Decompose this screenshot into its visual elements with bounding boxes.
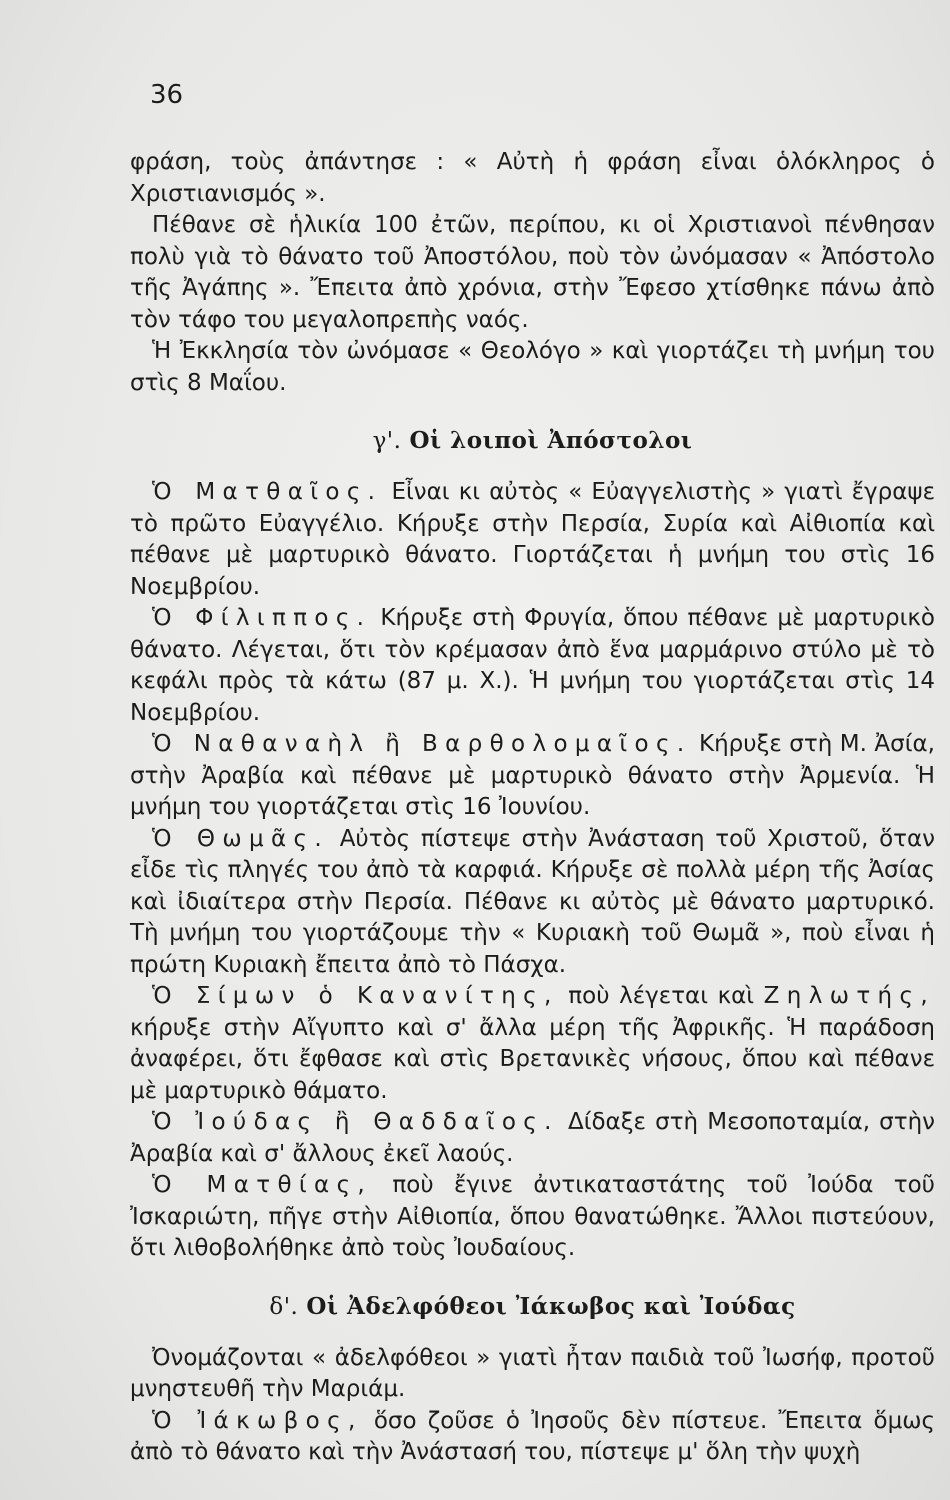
apostle-text: Κήρυξε στὴ Φρυγία, ὅπου πέθανε μὲ μαρτυρικὸ θάνατο. Λέγεται, ὅτι τὸν κρέμασαν ἀπὸ ἕνα μαρμάρινο στύλο μὲ τὸ κεφάλι πρὸς τὰ κάτω (87 μ. Χ.). Ἡ μνήμη του γιορτάζεται στὶς 14 Νοεμβρίου.: [130, 605, 935, 726]
section-number: δ'.: [269, 1293, 299, 1320]
apostle-name: Ὁ Ἰούδας ἢ Θαδδαῖος.: [152, 1109, 559, 1135]
section-heading-c: [130, 425, 935, 457]
apostle-name: Ὁ Ματθίας,: [152, 1172, 373, 1198]
apostle-entry: [130, 1107, 935, 1170]
apostle-text: Δίδαξε στὴ Μεσοποταμία, στὴν Ἀραβία καὶ σ' ἄλλους ἐκεῖ λαούς.: [130, 1109, 935, 1167]
apostle-entry: [130, 1170, 935, 1265]
section-title: Οἱ Ἀδελφόθεοι Ἰάκωβος καὶ Ἰούδας: [306, 1292, 796, 1320]
apostle-entry: [130, 729, 935, 824]
apostle-text: ὅσο ζοῦσε ὁ Ἰησοῦς δὲν πίστευε. Ἔπειτα ὅμως ἀπὸ τὸ θάνατο καὶ τὴν Ἀνάστασή του, πίστεψε μ' ὅλη τὴν ψυχὴ: [130, 1407, 935, 1465]
apostle-name: Ὁ Φίλιππος.: [152, 605, 372, 631]
apostle-name: Ὁ Ματθαῖος.: [152, 479, 383, 505]
apostle-text: Εἶναι κι αὐτὸς « Εὐαγγελιστὴς » γιατὶ ἔγραψε τὸ πρῶτο Εὐαγγέλιο. Κήρυξε στὴν Περσία, Συρία καὶ Αἰθιοπία καὶ πέθανε μὲ μαρτυρικὸ θάνατο. Γιορτάζεται ἡ μνήμη του στὶς 16 Νοεμβρίου.: [130, 479, 936, 600]
apostle-entry: [130, 981, 935, 1107]
apostle-entry: [130, 603, 935, 729]
apostle-entry: [130, 1406, 935, 1469]
apostle-epithet: Ζηλωτής,: [763, 983, 935, 1009]
paragraph: Ἡ Ἐκκλησία τὸν ὠνόμασε « Θεολόγο » καὶ γιορτάζει τὴ μνήμη του στὶς 8 Μαΐου.: [130, 338, 935, 396]
apostle-name: Ὁ Ναθαναὴλ ἢ Βαρθολομαῖος.: [152, 731, 692, 757]
apostle-text: ποὺ λέγεται καὶ: [558, 983, 764, 1009]
page-content: [130, 147, 935, 1469]
page-number: 36: [150, 80, 184, 110]
apostle-entry: [130, 824, 935, 982]
apostle-text: Αὐτὸς πίστεψε στὴν Ἀνάσταση τοῦ Χριστοῦ, ὅταν εἶδε τὶς πληγές του ἀπὸ τὰ καρφιά. Κήρυξε σὲ πολλὰ μέρη τῆς Ἀσίας καὶ ἰδιαίτερα στὴν Περσία. Πέθανε κι αὐτὸς μὲ θάνατο μαρτυρικό. Τὴ μνήμη του γιορτάζουμε τὴν « Κυριακὴ τοῦ Θωμᾶ », ποὺ εἶναι ἡ πρώτη Κυριακὴ ἔπειτα ἀπὸ τὸ Πάσχα.: [130, 825, 936, 978]
apostle-name: Ὁ Θωμᾶς.: [152, 825, 330, 852]
paragraph: φράση, τοὺς ἀπάντησε : « Αὐτὴ ἡ φράση εἶναι ὁλόκληρος ὁ Χριστιανισμός ».: [130, 149, 935, 207]
apostle-text: κήρυξε στὴν Αἴγυπτο καὶ σ' ἄλλα μέρη τῆς Ἀφρικῆς. Ἡ παράδοση ἀναφέρει, ὅτι ἔφθασε καὶ στὶς Βρετανικὲς νήσους, ὅπου καὶ πέθανε μὲ μαρτυρικὸ θάματο.: [130, 1014, 935, 1104]
section-heading-d: [130, 1291, 935, 1323]
apostle-name: Ὁ Ἰάκωβος,: [152, 1407, 363, 1434]
apostle-text: Κήρυξε στὴ Μ. Ἀσία, στὴν Ἀραβία καὶ πέθανε μὲ μαρτυρικὸ θάνατο στὴν Ἀρμενία. Ἡ μνήμη του γιορτάζεται στὶς 16 Ἰουνίου.: [130, 731, 935, 820]
section-number: γ'.: [372, 428, 402, 454]
section-title: Οἱ λοιποὶ Ἀπόστολοι: [409, 427, 693, 454]
paragraph: Ὀνομάζονται « ἀδελφόθεοι » γιατὶ ἦταν παιδιὰ τοῦ Ἰωσήφ, προτοῦ μνηστευθῆ τὴν Μαριάμ.: [130, 1344, 935, 1402]
apostle-entry: [130, 477, 935, 603]
paragraph: Πέθανε σὲ ἡλικία 100 ἐτῶν, περίπου, κι οἱ Χριστιανοὶ πένθησαν πολὺ γιὰ τὸ θάνατο τοῦ Ἀποστόλου, ποὺ τὸν ὠνόμασαν « Ἀπόστολο τῆς Ἀγάπης ». Ἔπειτα ἀπὸ χρόνια, στὴν Ἔφεσο χτίσθηκε πάνω ἀπὸ τὸν τάφο του μεγαλοπρεπὴς ναός.: [130, 212, 935, 333]
apostle-name: Ὁ Σίμων ὁ Κανανίτης,: [152, 983, 559, 1009]
apostle-text: ποὺ ἔγινε ἀντικαταστάτης τοῦ Ἰούδα τοῦ Ἰσκαριώτη, πῆγε στὴν Αἰθιοπία, ὅπου θανατώθηκε. Ἄλλοι πιστεύουν, ὅτι λιθοβολήθηκε ἀπὸ τοὺς Ἰουδαίους.: [130, 1172, 935, 1261]
